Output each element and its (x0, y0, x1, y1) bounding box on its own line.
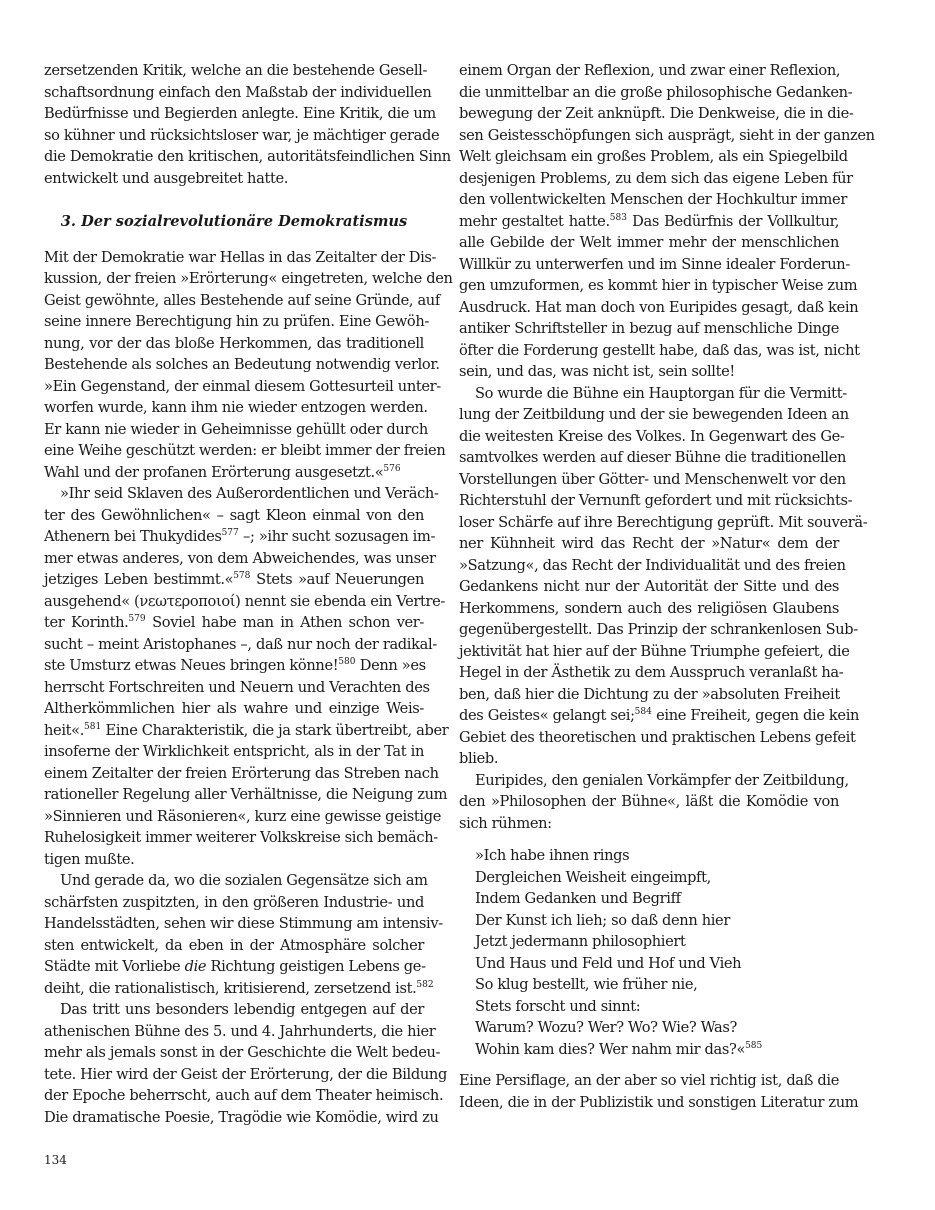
footnote-ref: 585 (745, 1040, 763, 1051)
text-line: antiker Schriftsteller in bezug auf menschliche Dinge (459, 320, 839, 337)
text-line: Er kann nie wieder in Geheimnisse gehüllt oder durch (44, 420, 428, 438)
text-line: sein, und das, was nicht ist, sein sollte! (459, 363, 735, 380)
text-line: tete. Hier wird der Geist der Erörterung, der die Bildung (44, 1065, 447, 1083)
verse-line: Und Haus und Feld und Hof und Vieh (475, 954, 742, 972)
text-line (44, 720, 449, 742)
text-line: Richterstuhl der Vernunft gefordert und mit rücksichts- (459, 492, 853, 509)
text-line: »Satzung«, das Recht der Individualität und des freien (459, 556, 846, 574)
text-line: gegenübergestellt. Das Prinzip der schrankenlosen Sub- (459, 621, 858, 638)
footnote-ref: 577 (221, 528, 239, 539)
text-line (44, 569, 424, 591)
text-line: Ideen, die in der Publizistik und sonstigen Literatur zum (459, 1093, 859, 1111)
footnote-ref: 580 (338, 657, 356, 668)
text-span: ste Umsturz etwas Neues bringen könne! (44, 657, 339, 674)
text-line: Das tritt uns besonders lebendig entgegen auf der (60, 1001, 424, 1018)
footnote-ref: 583 (609, 212, 627, 223)
right-column (459, 60, 875, 1113)
text-line: schaftsordnung einfach den Maßstab der individuellen (44, 83, 432, 101)
text-line: so kühner und rücksichtsloser war, je mächtiger gerade (44, 126, 440, 144)
text-line: »Ein Gegenstand, der einmal diesem Gottesurteil unter- (44, 377, 441, 395)
text-span: Stets »auf Neuerungen (250, 571, 424, 588)
text-span: –; »ihr sucht sozusagen im- (238, 528, 436, 545)
emphasis: die (184, 958, 207, 975)
text-line: Altherkömmlichen hier als wahre und einzige Weis- (44, 700, 424, 717)
text-line: ben, daß hier die Dichtung zu der »absoluten Freiheit (459, 685, 840, 703)
text-line: ausgehend« (νεωτεροποιοί) nennt sie ebenda ein Vertre- (44, 592, 446, 610)
text-span: Wohin kam dies? Wer nahm mir das?« (475, 1040, 746, 1058)
text-line: Ausdruck. Hat man doch von Euripides gesagt, daß kein (459, 298, 859, 316)
text-line: Herkommens, sondern auch des religiösen Glaubens (459, 599, 839, 617)
text-line: Und gerade da, wo die sozialen Gegensätze sich am (60, 872, 428, 889)
text-line: Willkür zu unterwerfen und im Sinne idealer Forderun- (459, 255, 850, 273)
text-line: blieb. (459, 750, 499, 767)
text-line: alle Gebilde der Welt immer mehr der menschlichen (459, 234, 839, 251)
text-span: Denn »es (355, 657, 426, 674)
verse-quote (475, 845, 839, 1060)
text-line: den »Philosophen der Bühne«, läßt die Komödie von (459, 793, 839, 810)
text-line (459, 211, 839, 233)
text-line: Eine Persiflage, an der aber so viel richtig ist, daß die (459, 1072, 839, 1089)
footnote-ref: 578 (233, 571, 251, 582)
verse-line: Stets forscht und sinnt: (475, 997, 641, 1015)
text-line: gen umzuformen, es kommt hier in typischer Weise zum (459, 277, 858, 294)
text-line (459, 705, 860, 727)
text-line: »Ihr seid Sklaven des Außerordentlichen und Veräch- (60, 485, 439, 502)
footnote-ref: 582 (416, 979, 434, 990)
text-line: sten entwickelt, da eben in der Atmosphäre solcher (44, 936, 424, 954)
text-line: Handelsstädten, sehen wir diese Stimmung am intensiv- (44, 915, 443, 932)
text-line: nung, vor der das bloße Herkommen, das traditionell (44, 334, 424, 352)
verse-line (475, 1039, 839, 1061)
text-line: Die dramatische Poesie, Tragödie wie Komödie, wird zu (44, 1108, 439, 1126)
text-line: tigen mußte. (44, 850, 135, 868)
text-line: herrscht Fortschreiten und Neuern und Verachten des (44, 678, 430, 696)
text-line: sucht – meint Aristophanes –, daß nur noch der radikal- (44, 635, 437, 653)
text-line: »Sinnieren und Räsonieren«, kurz eine gewisse geistige (44, 807, 442, 825)
footnote-ref: 584 (634, 707, 652, 718)
text-span: deiht, die rationalistisch, kritisierend, zersetzend ist. (44, 979, 417, 997)
text-span: Soviel habe man in Athen schon ver- (145, 614, 424, 631)
text-span: des Geistes« gelangt sei; (459, 707, 635, 724)
text-line (44, 956, 424, 978)
text-line: Geist gewöhnte, alles Bestehende auf seine Gründe, auf (44, 291, 440, 309)
text-line: athenischen Bühne des 5. und 4. Jahrhunderts, die hier (44, 1022, 436, 1040)
section-heading: 3. Der sozialrevolutionäre Demokratismus (60, 213, 408, 230)
text-line (44, 612, 424, 634)
text-line: kussion, der freien »Erörterung« eingetreten, welche den (44, 270, 453, 287)
text-line: Mit der Demokratie war Hellas in das Zeitalter der Dis- (44, 248, 437, 266)
text-span: eine Freiheit, gegen die kein (651, 707, 860, 724)
page-number: 134 (44, 1153, 67, 1167)
text-span: Eine Charakteristik, die ja stark übertreibt, aber (101, 721, 449, 739)
text-line: Ruhelosigkeit immer weiterer Volkskreise sich bemäch- (44, 829, 438, 846)
text-line: entwickelt und ausgebreitet hatte. (44, 169, 289, 187)
text-line: schärfsten zuspitzten, in den größeren Industrie- und (44, 893, 424, 911)
text-line (44, 655, 424, 677)
text-line: jektivität hat hier auf der Bühne Triumphe gefeiert, die (459, 642, 850, 660)
text-line: Gebiet des theoretischen und praktischen Lebens gefeit (459, 728, 856, 746)
text-line: sen Geistesschöpfungen sich ausprägt, sieht in der ganzen (459, 126, 875, 144)
text-line (44, 526, 436, 548)
text-line: So wurde die Bühne ein Hauptorgan für die Vermitt- (475, 384, 847, 402)
verse-line: Jetzt jedermann philosophiert (475, 933, 686, 950)
text-span: Das Bedürfnis der Vollkultur, (626, 212, 839, 230)
text-line: ter des Gewöhnlichen« – sagt Kleon einmal von den (44, 506, 424, 524)
text-line: Euripides, den genialen Vorkämpfer der Zeitbildung, (475, 771, 849, 789)
text-line (44, 462, 424, 484)
text-line: öfter die Forderung gestellt habe, daß das, was ist, nicht (459, 341, 860, 359)
text-line: einem Organ der Reflexion, und zwar einer Reflexion, (459, 62, 841, 79)
verse-line: So klug bestellt, wie früher nie, (475, 976, 698, 993)
text-line: seine innere Berechtigung hin zu prüfen. Eine Gewöh- (44, 313, 429, 330)
text-line: lung der Zeitbildung und der sie bewegenden Ideen an (459, 406, 849, 423)
text-span: jetziges Leben bestimmt.« (44, 571, 234, 588)
text-line: ner Kühnheit wird das Recht der »Natur« dem der (459, 535, 839, 552)
text-line: loser Schärfe auf ihre Berechtigung geprüft. Mit souverä- (459, 513, 868, 531)
text-span: Städte mit Vorliebe (44, 958, 185, 975)
text-span: Richtung geistigen Lebens ge- (206, 958, 426, 975)
text-line: worfen wurde, kann ihm nie wieder entzogen werden. (44, 399, 428, 416)
text-line: die unmittelbar an die große philosophische Gedanken- (459, 83, 853, 101)
text-line: Welt gleichsam ein großes Problem, als ein Spiegelbild (459, 148, 848, 165)
verse-line: Der Kunst ich lieh; so daß denn hier (475, 911, 730, 929)
text-line: Vorstellungen über Götter- und Menschenwelt vor den (459, 470, 846, 488)
text-line: desjenigen Problems, zu dem sich das eigene Leben für (459, 169, 853, 187)
text-line: Bedürfnisse und Begierden anlegte. Eine Kritik, die um (44, 105, 436, 122)
text-line: sich rühmen: (459, 814, 552, 832)
text-line: mer etwas anderes, von dem Abweichendes, was unser (44, 549, 436, 567)
text-line: die weitesten Kreise des Volkes. In Gegenwart des Ge- (459, 427, 845, 445)
footnote-ref: 576 (383, 463, 401, 474)
text-span: Wahl und der profanen Erörterung ausgesetzt.« (44, 463, 384, 481)
verse-line: Indem Gedanken und Begriff (475, 890, 681, 907)
footnote-ref: 581 (84, 721, 102, 732)
left-column (44, 60, 453, 1128)
text-line (44, 978, 434, 1000)
text-line: den vollentwickelten Menschen der Hochkultur immer (459, 191, 847, 208)
text-line: der Epoche beherrscht, auch auf dem Theater heimisch. (44, 1087, 444, 1104)
text-line: insoferne der Wirklichkeit entspricht, als in der Tat in (44, 743, 424, 760)
text-span: Athenern bei Thukydides (44, 528, 222, 545)
text-line: samtvolkes werden auf dieser Bühne die traditionellen (459, 449, 847, 466)
text-span: heit«. (44, 721, 85, 739)
text-line: zersetzenden Kritik, welche an die bestehende Gesell- (44, 62, 428, 79)
verse-line: Warum? Wozu? Wer? Wo? Wie? Was? (475, 1019, 738, 1036)
verse-line: Dergleichen Weisheit eingeimpft, (475, 868, 711, 886)
text-line: Hegel in der Ästhetik zu dem Ausspruch veranlaßt ha- (459, 664, 844, 681)
text-line: bewegung der Zeit anknüpft. Die Denkweise, die in die- (459, 105, 854, 122)
text-line: mehr als jemals sonst in der Geschichte die Welt bedeu- (44, 1044, 441, 1061)
verse-line: »Ich habe ihnen rings (475, 847, 630, 864)
text-line: rationeller Regelung aller Verhältnisse, die Neigung zum (44, 786, 448, 803)
text-line: einem Zeitalter der freien Erörterung das Streben nach (44, 764, 439, 782)
text-span: mehr gestaltet hatte. (459, 212, 610, 230)
footnote-ref: 579 (128, 614, 146, 625)
text-line: Gedankens nicht nur der Autorität der Sitte und des (459, 578, 839, 595)
text-line: Bestehende als solches an Bedeutung notwendig verlor. (44, 356, 440, 373)
text-line: eine Weihe geschützt werden: er bleibt immer der freien (44, 442, 446, 459)
text-span: ter Korinth. (44, 614, 129, 631)
text-line: die Demokratie den kritischen, autoritätsfeindlichen Sinn (44, 148, 451, 165)
